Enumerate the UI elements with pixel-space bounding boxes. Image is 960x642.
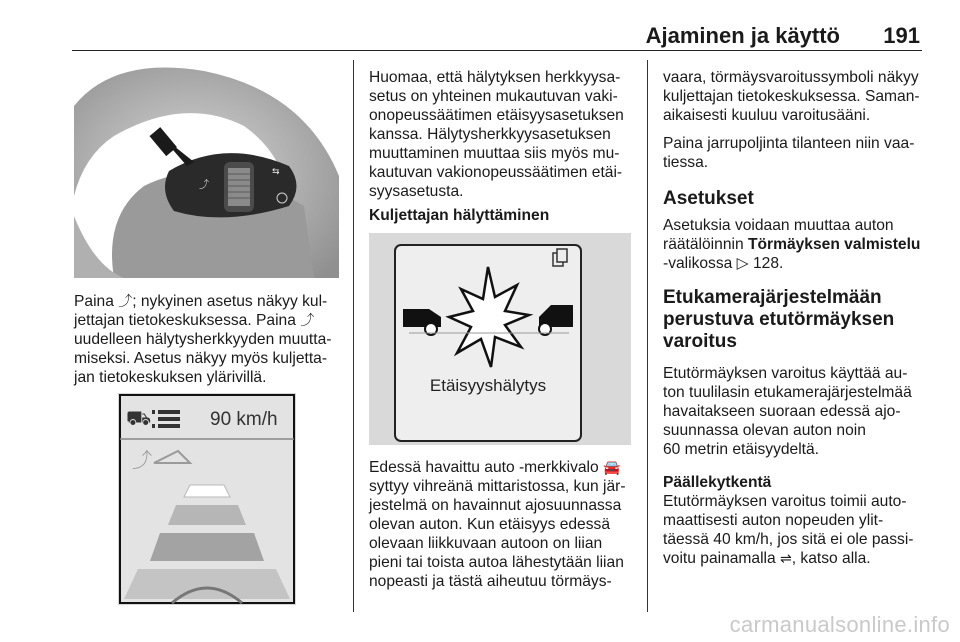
svg-text:⇆: ⇆	[272, 167, 280, 177]
section-heading: Asetukset	[663, 188, 754, 209]
speed-readout: 90 km/h	[210, 409, 278, 430]
column-3-text	[663, 68, 927, 568]
car-icon: 🚘	[603, 459, 621, 475]
paragraph: Etutörmäyksen varoitus toimii auto-maattisesti auton nopeuden ylit-täessä 40 km/h, jos sitä ei ole passi-voitu painamalla ⇌, katso alla.	[663, 493, 914, 567]
page-header	[72, 22, 922, 51]
menu-reference: Törmäyksen valmistelu	[747, 236, 921, 253]
page-title: Ajaminen ja käyttö	[645, 23, 840, 48]
driver-info-center-display	[118, 393, 296, 605]
alert-caption: Etäisyyshälytys	[429, 376, 547, 395]
distance-alert-display	[369, 233, 631, 445]
paragraph: vaara, törmäysvaroitussymboli näkyy kuljettajan tietokeskuksessa. Saman-aikaisesti kuuluu varoitusääni.	[663, 69, 920, 124]
svg-text:⛟: ⛟	[126, 406, 152, 430]
paragraph: Edessä havaittu auto -merkkivalo 🚘 syttyy vihreänä mittaristossa, kun jär-jestelmä on havainnut ajosuunnassa olevan auton. Kun etäisyys edessä olevaan liikkuvaan autoon on liian pieni tai toista autoa lähestytään liian nopeasti ja tästä aiheutuu törmäys-	[369, 459, 626, 590]
svg-text:⤴: ⤴	[132, 448, 152, 472]
column-2-text-lower	[369, 458, 635, 591]
paragraph: Huomaa, että hälytyksen herkkyysa-setus on yhteinen mukautuvan vaki-onopeussäätimen etäisyysasetuksen kanssa. Hälytysherkkyysasetuksen muuttaminen muuttaa siis myös mu-kautuvan vakionopeussäätimen etäi-syysasetusta.	[369, 69, 624, 200]
section-heading: Päällekytkentä	[663, 474, 772, 491]
column-1-text	[74, 292, 342, 387]
following-distance-icon: ⤴	[118, 293, 133, 309]
steering-wheel-photo	[74, 66, 339, 278]
section-heading-wrap	[369, 206, 635, 225]
column-divider	[647, 60, 648, 612]
paragraph: Asetuksia voidaan muuttaa auton räätälöinnin Törmäyksen valmistelu -valikossa ▷ 128.	[663, 217, 921, 272]
column-divider	[353, 60, 354, 612]
column-2-text	[369, 68, 635, 201]
section-heading: Etukamerajärjestelmään perustuva etutörmäyksen varoitus	[663, 287, 895, 352]
page-reference: ▷ 128.	[736, 255, 784, 272]
section-heading: Kuljettajan hälyttäminen	[369, 207, 550, 224]
watermark: carmanualsonline.info	[729, 612, 950, 637]
paragraph: Paina jarrupoljinta tilanteen niin vaa-tiessa.	[663, 135, 915, 171]
paragraph: Paina ⤴; nykyinen asetus näkyy kul-jettajan tietokeskuksessa. Paina ⤴ uudelleen hälytysherkkyyden muutta-miseksi. Asetus näkyy myös kuljetta-jan tietokeskuksen ylärivillä.	[74, 293, 332, 386]
svg-text:⤴: ⤴	[199, 180, 209, 191]
page-number: 191	[883, 23, 920, 48]
following-distance-icon: ⤴	[300, 312, 315, 328]
lane-assist-icon: ⇌	[780, 550, 792, 566]
paragraph: Etutörmäyksen varoitus käyttää au-ton tuulilasin etukamerajärjestelmää havaitakseen suoraan edessä ajo-suunnassa olevan auton noin 60 metrin etäisyydeltä.	[663, 365, 912, 458]
